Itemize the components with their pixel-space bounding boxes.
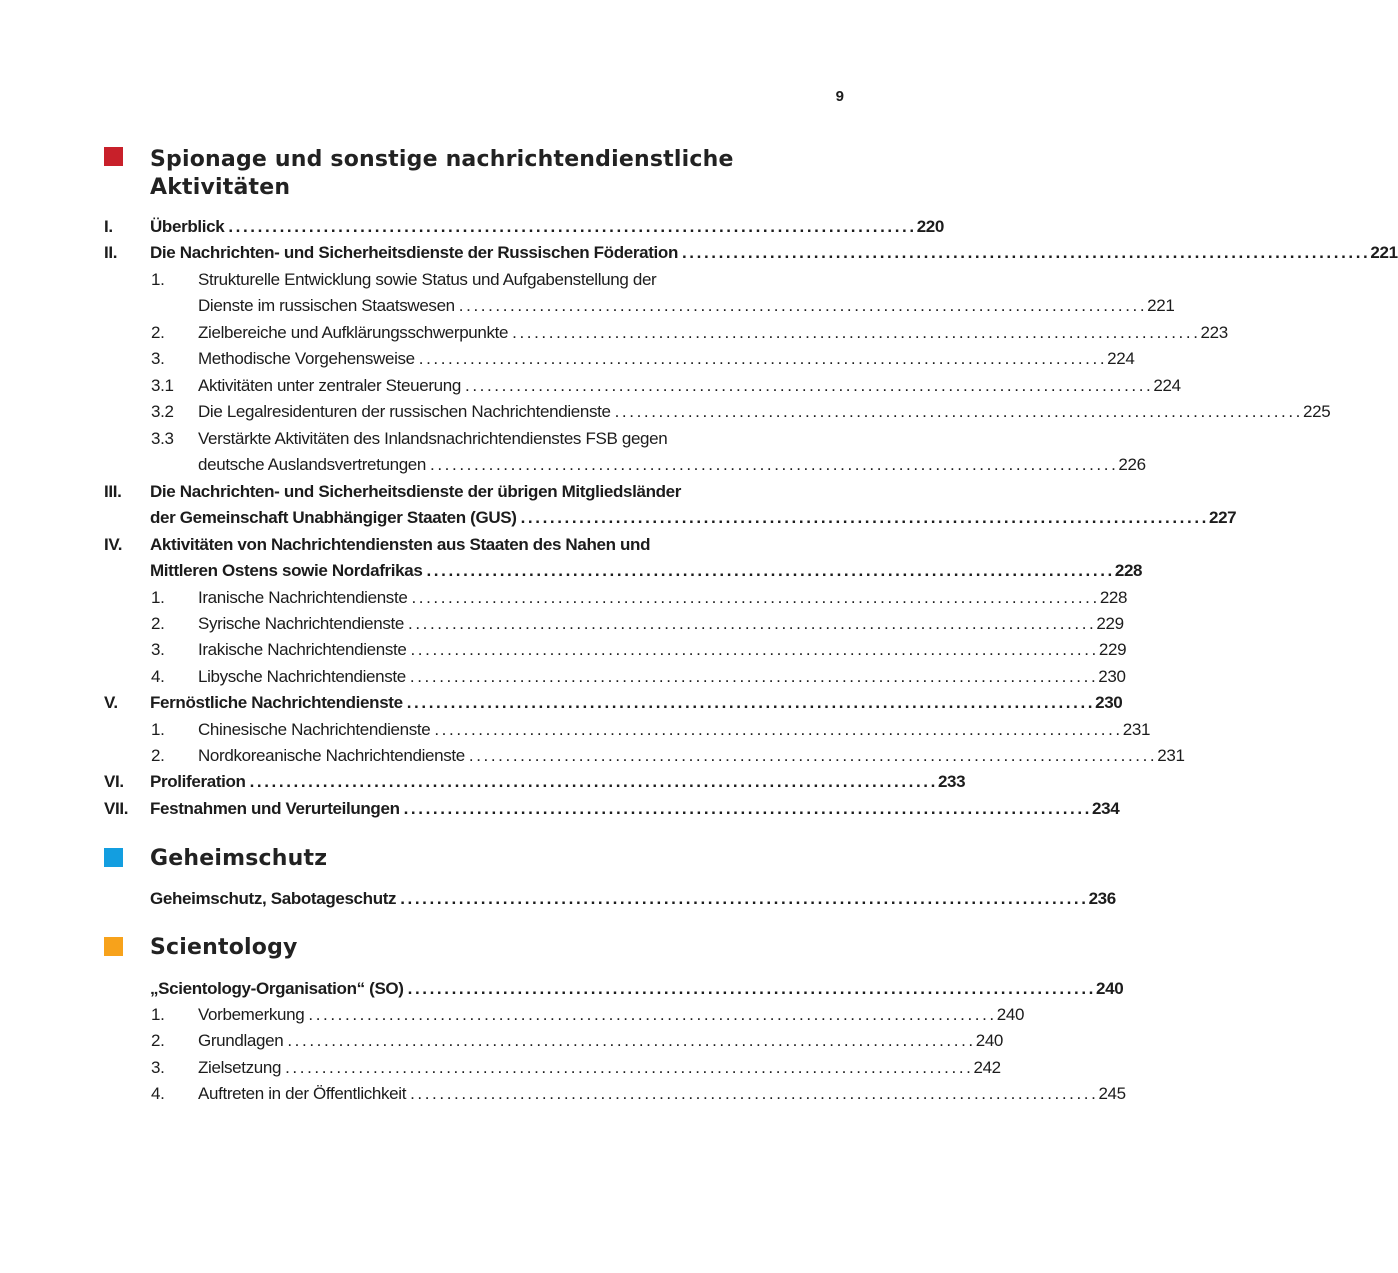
toc-entry-festnahmen[interactable] — [104, 796, 1120, 822]
section-title-scientology: Scientology — [150, 935, 298, 960]
toc-entry-page: 228 — [1114, 561, 1143, 580]
toc-entry-strukturelle-entwicklung-line1[interactable] — [104, 267, 842, 293]
toc-entry-naher-osten-line1[interactable] — [104, 532, 842, 558]
toc-entry-geheimschutz-sabotageschutz[interactable] — [104, 886, 1116, 912]
section-title-spionage — [150, 146, 790, 202]
toc-entry-number: 3.3 — [151, 429, 174, 448]
toc-entry-nordkoreanische-dienste[interactable] — [104, 743, 1185, 769]
toc-leader-dots: .............................................................................................. — [403, 799, 1092, 818]
toc-leader-dots: .............................................................................................. — [465, 376, 1154, 395]
toc-entry-page: 223 — [1200, 323, 1228, 342]
toc-entry-page: 226 — [1118, 455, 1146, 474]
toc-entry-page: 236 — [1088, 889, 1116, 908]
toc-entry-label: Grundlagen — [198, 1031, 284, 1050]
orange-section-square-icon — [104, 937, 123, 956]
toc-entry-label: der Gemeinschaft Unabhängiger Staaten (GUS) — [150, 508, 517, 527]
toc-entry-libysche-dienste[interactable] — [104, 664, 1126, 690]
toc-entry-russische-dienste[interactable] — [104, 240, 1398, 266]
toc-entry-label: Iranische Nachrichtendienste — [198, 588, 408, 607]
section-title-geheimschutz: Geheimschutz — [150, 846, 328, 871]
toc-leader-dots: .............................................................................................. — [468, 746, 1158, 765]
toc-leader-dots: .............................................................................................. — [458, 296, 1148, 315]
toc-entry-zentrale-steuerung[interactable] — [104, 373, 1181, 399]
toc-entry-page: 240 — [1096, 979, 1124, 998]
toc-entry-number: IV. — [104, 535, 123, 554]
toc-entry-chinesische-dienste[interactable] — [104, 717, 1151, 743]
toc-entry-label-line1: Aktivitäten von Nachrichtendiensten aus Staaten des Nahen und — [150, 535, 651, 554]
toc-leader-dots: .............................................................................................. — [434, 720, 1123, 739]
toc-entry-zielbereiche[interactable] — [104, 320, 1228, 346]
toc-entry-page: 230 — [1095, 693, 1123, 712]
toc-leader-dots: .............................................................................................. — [411, 588, 1100, 607]
toc-entry-number: 3. — [151, 640, 165, 659]
toc-leader-dots: .............................................................................................. — [308, 1005, 997, 1024]
toc-entry-methodische-vorgehensweise[interactable] — [104, 346, 1135, 372]
toc-entry-page: 240 — [975, 1031, 1004, 1050]
toc-leader-dots: .............................................................................................. — [614, 402, 1303, 421]
toc-entry-label: Die Legalresidenturen der russischen Nachrichtendienste — [198, 402, 611, 421]
toc-entry-number: 3.2 — [151, 402, 174, 421]
toc-entry-number: 2. — [151, 746, 165, 765]
toc-entry-ueberblick[interactable] — [104, 214, 945, 240]
toc-entry-page: 220 — [916, 217, 945, 236]
toc-entry-number: VII. — [104, 799, 129, 818]
cyan-section-square-icon — [104, 848, 123, 867]
toc-entry-label-line1: Strukturelle Entwicklung sowie Status und Aufgabenstellung der — [198, 270, 657, 289]
toc-entry-page: 225 — [1302, 402, 1331, 421]
section-title-line-1: Spionage und sonstige nachrichtendienstliche — [150, 147, 734, 172]
toc-leader-dots: .............................................................................................. — [408, 614, 1097, 633]
toc-leader-dots: .............................................................................................. — [400, 889, 1089, 908]
toc-leader-dots: .............................................................................................. — [410, 640, 1099, 659]
toc-leader-dots: .............................................................................................. — [430, 455, 1119, 474]
toc-entry-page: 229 — [1096, 614, 1124, 633]
toc-entry-label: Chinesische Nachrichtendienste — [198, 720, 431, 739]
toc-entry-number: II. — [104, 243, 118, 262]
toc-entry-number: 2. — [151, 323, 165, 342]
toc-entry-strukturelle-entwicklung[interactable] — [104, 293, 1175, 319]
toc-entry-gus-line1[interactable] — [104, 479, 842, 505]
toc-entry-label: Die Nachrichten- und Sicherheitsdienste der Russischen Föderation — [150, 243, 678, 262]
section-title-line-2: Aktivitäten — [150, 175, 291, 200]
toc-entry-label: Nordkoreanische Nachrichtendienste — [198, 746, 465, 765]
toc-entry-label: Proliferation — [150, 772, 246, 791]
toc-entry-iranische-dienste[interactable] — [104, 585, 1128, 611]
toc-entry-scientology-organisation[interactable] — [104, 976, 1124, 1002]
toc-entry-page: 242 — [973, 1058, 1001, 1077]
toc-leader-dots: .............................................................................................. — [410, 1084, 1099, 1103]
toc-entry-fsb[interactable] — [104, 452, 1146, 478]
toc-entry-page: 233 — [937, 772, 966, 791]
toc-entry-page: 234 — [1091, 799, 1120, 818]
toc-leader-dots: .............................................................................................. — [406, 693, 1096, 712]
toc-entry-fsb-line1[interactable] — [104, 426, 842, 452]
toc-entry-label: Fernöstliche Nachrichtendienste — [150, 693, 403, 712]
toc-entry-number: 4. — [151, 1084, 165, 1103]
toc-entry-number: 2. — [151, 1031, 165, 1050]
toc-entry-label: Mittleren Ostens sowie Nordafrikas — [150, 561, 423, 580]
red-section-square-icon — [104, 147, 123, 166]
toc-entry-label: Methodische Vorgehensweise — [198, 349, 415, 368]
toc-entry-number: 1. — [151, 270, 165, 289]
toc-entry-label: deutsche Auslandsvertretungen — [198, 455, 427, 474]
toc-entry-page: 224 — [1107, 349, 1135, 368]
toc-leader-dots: .............................................................................................. — [681, 243, 1371, 262]
toc-entry-number: 3. — [151, 349, 165, 368]
toc-entry-label-line1: Verstärkte Aktivitäten des Inlandsnachrichtendienstes FSB gegen — [198, 429, 668, 448]
toc-leader-dots: .............................................................................................. — [418, 349, 1108, 368]
toc-entry-grundlagen[interactable] — [104, 1028, 1004, 1054]
toc-entry-label: Zielsetzung — [198, 1058, 282, 1077]
toc-entry-fernoestliche-dienste[interactable] — [104, 690, 1123, 716]
toc-entry-page: 245 — [1098, 1084, 1126, 1103]
toc-leader-dots: .............................................................................................. — [407, 979, 1096, 998]
toc-leader-dots: .............................................................................................. — [249, 772, 938, 791]
toc-entry-label: Vorbemerkung — [198, 1005, 305, 1024]
toc-entry-number: 4. — [151, 667, 165, 686]
toc-entry-gus[interactable] — [104, 505, 1237, 531]
toc-entry-number: 1. — [151, 1005, 165, 1024]
toc-leader-dots: .............................................................................................. — [520, 508, 1209, 527]
toc-entry-page: 231 — [1157, 746, 1185, 765]
toc-entry-auftreten-oeffentlichkeit[interactable] — [104, 1081, 1126, 1107]
toc-entry-syrische-dienste[interactable] — [104, 611, 1124, 637]
toc-entry-zielsetzung[interactable] — [104, 1055, 1001, 1081]
toc-entry-label: Libysche Nachrichtendienste — [198, 667, 406, 686]
toc-entry-irakische-dienste[interactable] — [104, 637, 1127, 663]
toc-entry-number: 3. — [151, 1058, 165, 1077]
toc-entry-page: 228 — [1099, 588, 1128, 607]
toc-entry-number: 2. — [151, 614, 165, 633]
toc-leader-dots: .............................................................................................. — [409, 667, 1099, 686]
toc-entry-label: Geheimschutz, Sabotageschutz — [150, 889, 397, 908]
toc-entry-label: Auftreten in der Öffentlichkeit — [198, 1084, 407, 1103]
toc-entry-label-line1: Die Nachrichten- und Sicherheitsdienste der übrigen Mitgliedsländer — [150, 482, 682, 501]
toc-entry-page: 221 — [1370, 243, 1398, 262]
toc-entry-number: III. — [104, 482, 122, 501]
toc-entry-number: 3.1 — [151, 376, 174, 395]
toc-entry-vorbemerkung[interactable] — [104, 1002, 1025, 1028]
toc-entry-label: Dienste im russischen Staatswesen — [198, 296, 455, 315]
toc-entry-label: Zielbereiche und Aufklärungsschwerpunkte — [198, 323, 509, 342]
toc-entry-number: I. — [104, 217, 113, 236]
toc-entry-legalresidenturen[interactable] — [104, 399, 1331, 425]
toc-entry-page: 229 — [1098, 640, 1127, 659]
toc-entry-label: Irakische Nachrichtendienste — [198, 640, 407, 659]
toc-entry-page: 240 — [996, 1005, 1025, 1024]
toc-entry-label: Festnahmen und Verurteilungen — [150, 799, 400, 818]
toc-entry-label: Überblick — [150, 217, 225, 236]
toc-entry-number: V. — [104, 693, 118, 712]
toc-entry-page: 221 — [1147, 296, 1175, 315]
toc-entry-number: VI. — [104, 772, 124, 791]
toc-entry-page: 227 — [1208, 508, 1237, 527]
toc-entry-number: 1. — [151, 588, 165, 607]
toc-leader-dots: .............................................................................................. — [287, 1031, 976, 1050]
toc-entry-proliferation[interactable] — [104, 769, 966, 795]
page-number: 9 — [835, 88, 844, 105]
toc-entry-label: „Scientology-Organisation“ (SO) — [150, 979, 404, 998]
toc-entry-naher-osten[interactable] — [104, 558, 1143, 584]
toc-leader-dots: .............................................................................................. — [228, 217, 917, 236]
toc-leader-dots: .............................................................................................. — [512, 323, 1201, 342]
toc-entry-number: 1. — [151, 720, 165, 739]
toc-leader-dots: .............................................................................................. — [285, 1058, 974, 1077]
toc-entry-page: 224 — [1153, 376, 1181, 395]
toc-entry-page: 231 — [1122, 720, 1151, 739]
toc-entry-label: Syrische Nachrichtendienste — [198, 614, 404, 633]
toc-leader-dots: .............................................................................................. — [426, 561, 1115, 580]
toc-entry-label: Aktivitäten unter zentraler Steuerung — [198, 376, 461, 395]
toc-entry-page: 230 — [1098, 667, 1126, 686]
